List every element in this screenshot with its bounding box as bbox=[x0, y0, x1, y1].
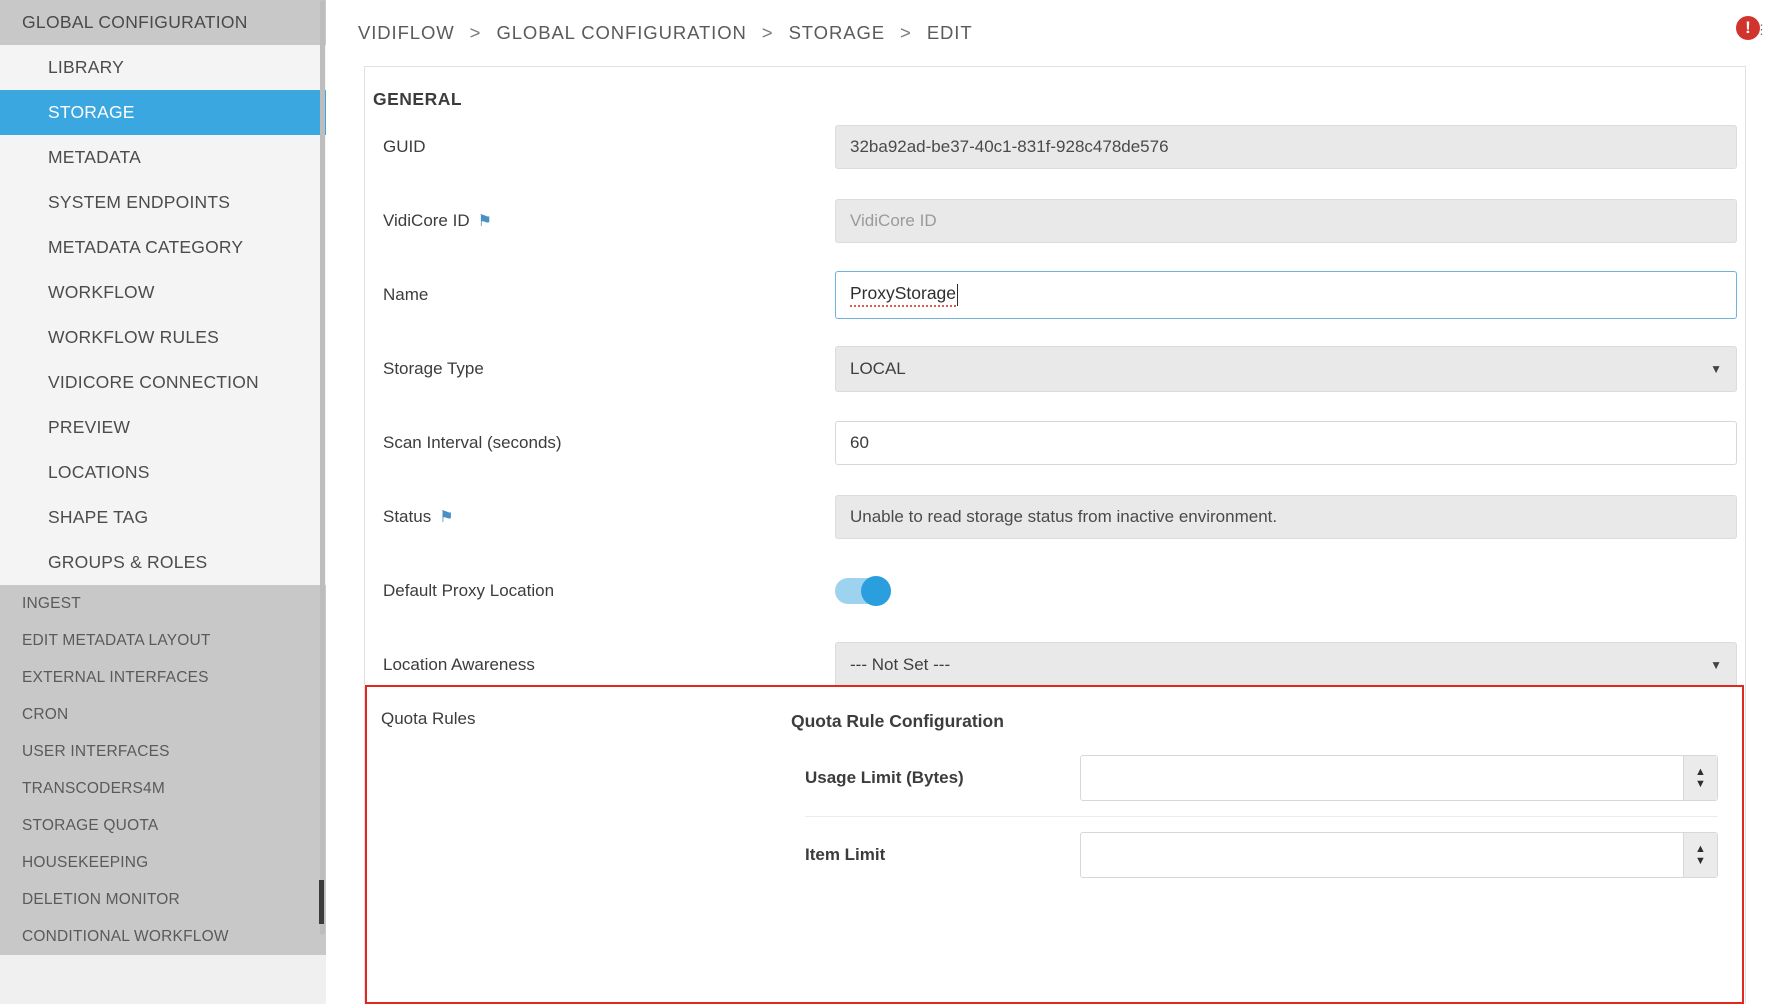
field-row-guid bbox=[365, 110, 1745, 184]
spinner-down-icon[interactable]: ▼ bbox=[1695, 854, 1706, 867]
scan-interval-field-wrap bbox=[835, 421, 1737, 465]
location-awareness-field-wrap bbox=[835, 642, 1737, 688]
storage-type-label bbox=[373, 359, 835, 379]
vidicore-id-placeholder: VidiCore ID bbox=[850, 211, 937, 230]
sidebar-item-metadata[interactable] bbox=[0, 135, 326, 180]
toggle-knob bbox=[861, 576, 891, 606]
sidebar-item-vidicore-connection[interactable] bbox=[0, 360, 326, 405]
flag-icon: ⚑ bbox=[477, 213, 492, 230]
default-proxy-location-field-wrap bbox=[835, 578, 1737, 604]
sidebar-item-user-interfaces[interactable] bbox=[0, 733, 326, 770]
location-awareness-value: --- Not Set --- bbox=[850, 655, 951, 674]
scan-interval-label bbox=[373, 433, 835, 453]
name-label bbox=[373, 285, 835, 305]
sidebar bbox=[0, 0, 326, 1004]
field-row-default-proxy-location bbox=[365, 554, 1745, 628]
scan-interval-input[interactable] bbox=[835, 421, 1737, 465]
sidebar-item-storage-quota[interactable] bbox=[0, 807, 326, 844]
breadcrumb-item-edit[interactable]: EDIT bbox=[926, 22, 973, 43]
sidebar-item-label: SHAPE TAG bbox=[48, 507, 149, 527]
item-limit-spinner[interactable] bbox=[1683, 833, 1717, 877]
field-row-item-limit bbox=[787, 817, 1742, 893]
sidebar-item-label: DELETION MONITOR bbox=[22, 890, 180, 908]
sidebar-item-storage[interactable] bbox=[0, 90, 326, 135]
sidebar-item-label: HOUSEKEEPING bbox=[22, 853, 149, 871]
quota-rule-configuration bbox=[787, 687, 1742, 1002]
sidebar-footer-space bbox=[0, 955, 326, 995]
status-field-wrap bbox=[835, 495, 1737, 539]
sidebar-item-label: LIBRARY bbox=[48, 57, 124, 77]
sidebar-item-locations[interactable] bbox=[0, 450, 326, 495]
error-icon-label: ! bbox=[1745, 18, 1751, 37]
general-form-panel bbox=[364, 66, 1746, 1004]
vidicore-id-label-text: VidiCore ID bbox=[383, 211, 470, 230]
item-limit-stepper[interactable] bbox=[1080, 832, 1718, 878]
location-awareness-label bbox=[373, 655, 835, 675]
usage-limit-value[interactable] bbox=[1081, 756, 1683, 800]
spinner-up-icon[interactable]: ▲ bbox=[1695, 765, 1706, 778]
guid-value: 32ba92ad-be37-40c1-831f-928c478de576 bbox=[850, 137, 1169, 156]
sidebar-item-label: EXTERNAL INTERFACES bbox=[22, 668, 209, 686]
main-content bbox=[326, 0, 1768, 1004]
sidebar-item-shape-tag[interactable] bbox=[0, 495, 326, 540]
page-title: GENERAL bbox=[373, 89, 463, 109]
breadcrumb-item-vidiflow[interactable]: VIDIFLOW bbox=[358, 22, 455, 43]
item-limit-label-text: Item Limit bbox=[805, 845, 886, 864]
sidebar-item-label: WORKFLOW bbox=[48, 282, 155, 302]
sidebar-item-housekeeping[interactable] bbox=[0, 844, 326, 881]
sidebar-scrollbar[interactable] bbox=[320, 0, 325, 935]
sidebar-resize-handle[interactable] bbox=[319, 880, 324, 924]
sidebar-item-label: VIDICORE CONNECTION bbox=[48, 372, 259, 392]
sidebar-item-label: WORKFLOW RULES bbox=[48, 327, 220, 347]
sidebar-item-label: STORAGE QUOTA bbox=[22, 816, 159, 834]
text-caret bbox=[957, 284, 958, 306]
usage-limit-stepper[interactable] bbox=[1080, 755, 1718, 801]
guid-label bbox=[373, 137, 835, 157]
sidebar-item-label: EDIT METADATA LAYOUT bbox=[22, 631, 211, 649]
overflow-menu-icon[interactable] bbox=[1755, 22, 1768, 38]
sidebar-item-label: INGEST bbox=[22, 594, 81, 612]
scan-interval-value: 60 bbox=[850, 433, 869, 452]
storage-type-field-wrap bbox=[835, 346, 1737, 392]
guid-input bbox=[835, 125, 1737, 169]
sidebar-item-conditional-workflow[interactable] bbox=[0, 918, 326, 955]
default-proxy-location-toggle[interactable] bbox=[835, 578, 891, 604]
name-field-wrap bbox=[835, 271, 1737, 319]
status-label-text: Status bbox=[383, 507, 432, 526]
vidicore-id-input[interactable] bbox=[835, 199, 1737, 243]
sidebar-item-label: STORAGE bbox=[48, 102, 135, 122]
quota-rules-label bbox=[367, 687, 787, 1002]
spinner-down-icon[interactable]: ▼ bbox=[1695, 777, 1706, 790]
sidebar-item-label: SYSTEM ENDPOINTS bbox=[48, 192, 231, 212]
breadcrumb bbox=[358, 22, 973, 44]
sidebar-item-label: METADATA bbox=[48, 147, 141, 167]
storage-type-select[interactable] bbox=[835, 346, 1737, 392]
field-row-usage-limit bbox=[787, 740, 1742, 816]
quota-rules-section bbox=[365, 685, 1744, 1004]
breadcrumb-item-global-configuration[interactable]: GLOBAL CONFIGURATION bbox=[496, 22, 747, 43]
usage-limit-label bbox=[805, 768, 1080, 788]
name-label-text: Name bbox=[383, 285, 429, 304]
sidebar-item-deletion-monitor[interactable] bbox=[0, 881, 326, 918]
guid-label-text: GUID bbox=[383, 137, 426, 156]
sidebar-item-label: GROUPS & ROLES bbox=[48, 552, 208, 572]
sidebar-subitems bbox=[0, 45, 326, 585]
sidebar-item-system-endpoints[interactable] bbox=[0, 180, 326, 225]
sidebar-section-global-configuration[interactable] bbox=[0, 0, 326, 45]
guid-field-wrap bbox=[835, 125, 1737, 169]
field-row-scan-interval bbox=[365, 406, 1745, 480]
sidebar-item-external-interfaces[interactable] bbox=[0, 659, 326, 696]
sidebar-item-preview[interactable] bbox=[0, 405, 326, 450]
field-row-storage-type bbox=[365, 332, 1745, 406]
status-value: Unable to read storage status from inactive environment. bbox=[850, 507, 1278, 526]
usage-limit-spinner[interactable] bbox=[1683, 756, 1717, 800]
field-row-vidicore-id bbox=[365, 184, 1745, 258]
spinner-up-icon[interactable]: ▲ bbox=[1695, 842, 1706, 855]
sidebar-item-label: CRON bbox=[22, 705, 69, 723]
sidebar-item-label: USER INTERFACES bbox=[22, 742, 170, 760]
sidebar-scrollbar-thumb[interactable] bbox=[320, 0, 325, 935]
sidebar-item-edit-metadata-layout[interactable] bbox=[0, 622, 326, 659]
field-row-name bbox=[365, 258, 1745, 332]
sidebar-item-workflow-rules[interactable] bbox=[0, 315, 326, 360]
flag-icon: ⚑ bbox=[439, 509, 454, 526]
sidebar-item-label: CONDITIONAL WORKFLOW bbox=[22, 927, 229, 945]
name-value: ProxyStorage bbox=[850, 283, 956, 307]
sidebar-item-label: TRANSCODERS4M bbox=[22, 779, 165, 797]
default-proxy-location-label bbox=[373, 581, 835, 601]
status-label bbox=[373, 507, 835, 527]
breadcrumb-separator: > bbox=[469, 22, 482, 43]
quota-rules-label-text: Quota Rules bbox=[381, 709, 476, 728]
storage-type-value: LOCAL bbox=[850, 359, 906, 378]
location-awareness-select[interactable] bbox=[835, 642, 1737, 688]
item-limit-value[interactable] bbox=[1081, 833, 1683, 877]
sidebar-item-label: PREVIEW bbox=[48, 417, 131, 437]
breadcrumb-separator: > bbox=[761, 22, 774, 43]
sidebar-item-label: METADATA CATEGORY bbox=[48, 237, 244, 257]
location-awareness-label-text: Location Awareness bbox=[383, 655, 535, 674]
quota-rule-configuration-heading: Quota Rule Configuration bbox=[791, 711, 1004, 731]
sidebar-item-groups-and-roles[interactable] bbox=[0, 540, 326, 585]
item-limit-label bbox=[805, 845, 1080, 865]
default-proxy-location-label-text: Default Proxy Location bbox=[383, 581, 555, 600]
chevron-down-icon: ▼ bbox=[1710, 362, 1722, 376]
overflow-menu-label: ⋮ bbox=[1755, 22, 1768, 37]
vidicore-id-label bbox=[373, 211, 835, 231]
sidebar-item-ingest[interactable] bbox=[0, 585, 326, 622]
usage-limit-label-text: Usage Limit (Bytes) bbox=[805, 768, 964, 787]
sidebar-item-transcoders4m[interactable] bbox=[0, 770, 326, 807]
field-row-status bbox=[365, 480, 1745, 554]
name-input[interactable] bbox=[835, 271, 1737, 319]
sidebar-section-label: GLOBAL CONFIGURATION bbox=[22, 12, 248, 32]
sidebar-item-cron[interactable] bbox=[0, 696, 326, 733]
breadcrumb-item-storage[interactable]: STORAGE bbox=[788, 22, 885, 43]
vidicore-id-field-wrap bbox=[835, 199, 1737, 243]
sidebar-item-label: LOCATIONS bbox=[48, 462, 150, 482]
scan-interval-label-text: Scan Interval (seconds) bbox=[383, 433, 562, 452]
sidebar-item-metadata-category[interactable] bbox=[0, 225, 326, 270]
sidebar-item-workflow[interactable] bbox=[0, 270, 326, 315]
storage-type-label-text: Storage Type bbox=[383, 359, 484, 378]
breadcrumb-separator: > bbox=[900, 22, 912, 43]
chevron-down-icon: ▼ bbox=[1710, 658, 1722, 672]
breadcrumb-bar bbox=[326, 0, 1768, 66]
sidebar-item-library[interactable] bbox=[0, 45, 326, 90]
status-input bbox=[835, 495, 1737, 539]
